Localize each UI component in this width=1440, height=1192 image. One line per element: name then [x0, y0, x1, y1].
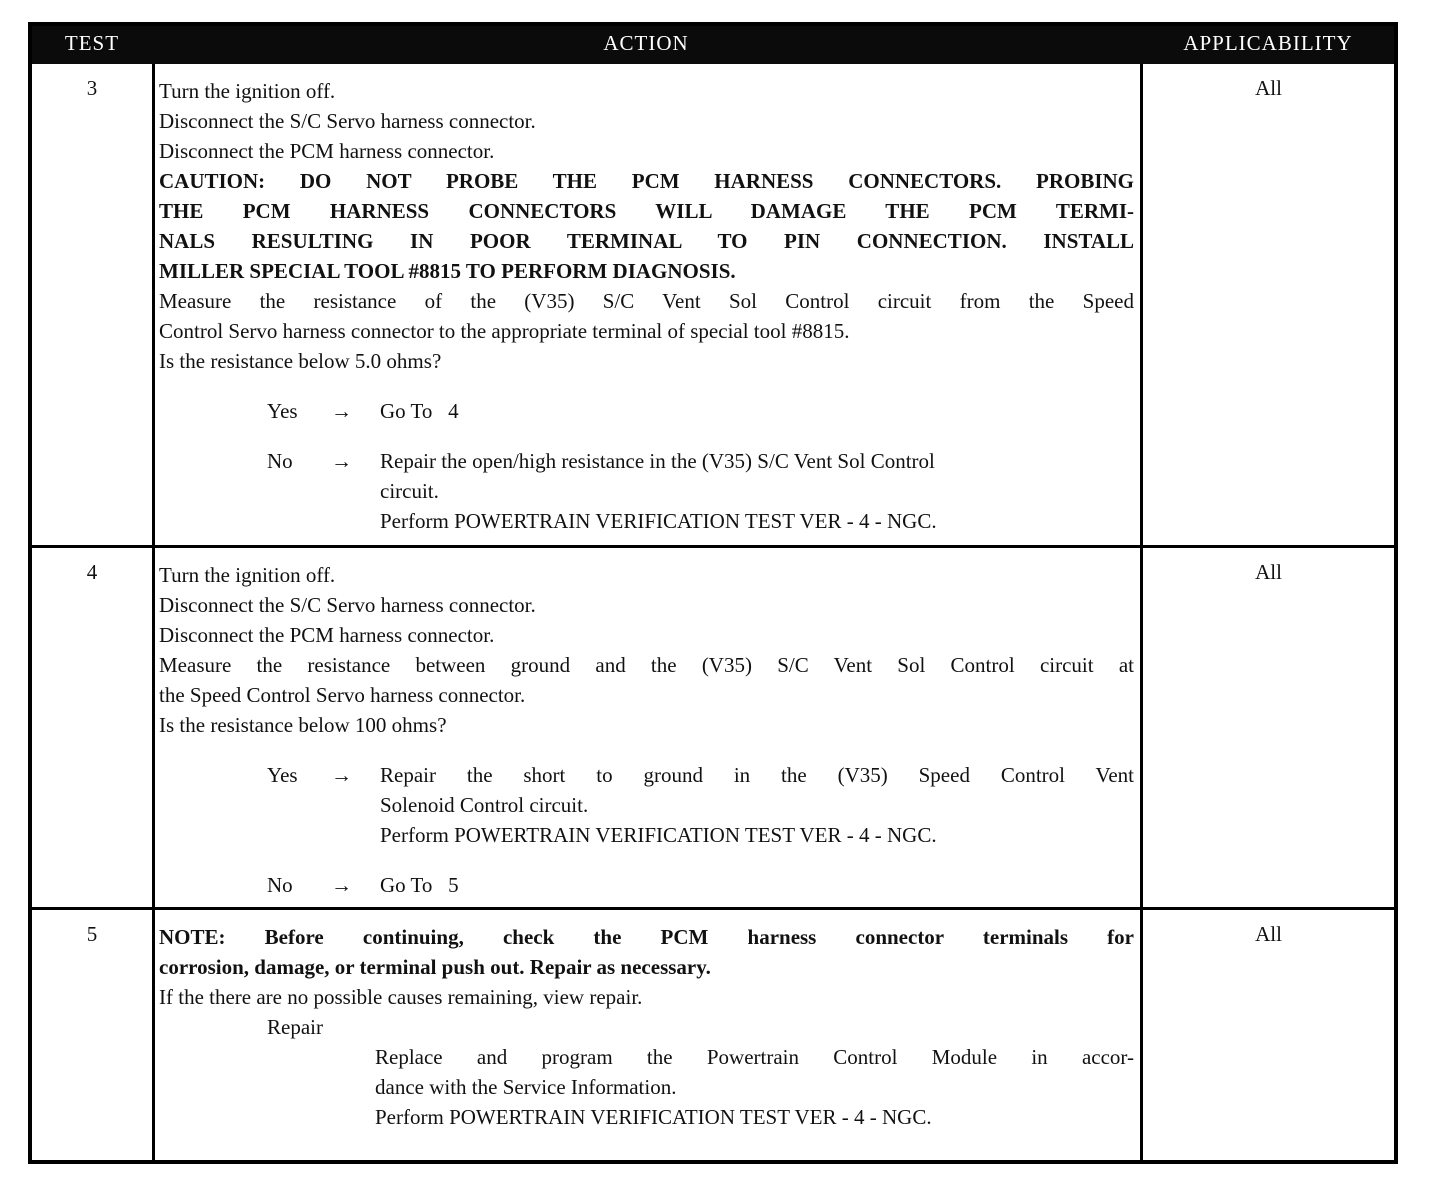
table-row-test-5 — [32, 910, 1394, 1160]
question-text: Is the resistance below 5.0 ohms? — [159, 349, 442, 373]
step-text: Turn the ignition off. — [159, 79, 336, 103]
header-action: ACTION — [603, 31, 689, 55]
header-test: TEST — [64, 31, 120, 55]
branch-result: Go To 4 — [380, 399, 459, 423]
action-cell — [159, 76, 1134, 536]
yes-label: Yes — [267, 763, 298, 787]
table-row-test-3 — [32, 64, 1394, 545]
repair-text: Perform POWERTRAIN VERIFICATION TEST VER - 4 - NGC. — [375, 1105, 932, 1129]
right-arrow-icon: → — [331, 399, 352, 423]
caution-text: THE PCM HARNESS CONNECTORS WILL DAMAGE THE PCM TERMI- — [159, 199, 1134, 223]
applicability-value: All — [1255, 922, 1282, 946]
right-arrow-icon: → — [331, 449, 352, 473]
step-text: Measure the resistance of the (V35) S/C Vent Sol Control circuit from the Speed — [159, 289, 1134, 313]
caution-text: MILLER SPECIAL TOOL #8815 TO PERFORM DIAGNOSIS. — [159, 259, 736, 283]
no-label: No — [267, 449, 293, 473]
branch-result: Repair the open/high resistance in the (V35) S/C Vent Sol Control — [380, 449, 935, 473]
no-branch — [159, 870, 1134, 900]
step-text: Disconnect the S/C Servo harness connector. — [159, 593, 536, 617]
step-text: Disconnect the PCM harness connector. — [159, 623, 495, 647]
branch-result: Repair the short to ground in the (V35) Speed Control Vent — [380, 763, 1134, 787]
table-row-test-4 — [32, 548, 1394, 907]
repair-text: dance with the Service Information. — [375, 1075, 677, 1099]
note-text: corrosion, damage, or terminal push out. Repair as necessary. — [159, 955, 711, 979]
note-text: NOTE: Before continuing, check the PCM harness connector terminals for — [159, 925, 1134, 949]
step-text: the Speed Control Servo harness connector. — [159, 683, 526, 707]
branch-result: Solenoid Control circuit. — [380, 793, 589, 817]
header-applicability: APPLICABILITY — [1183, 31, 1353, 55]
no-branch — [159, 446, 1134, 536]
right-arrow-icon: → — [331, 873, 352, 897]
branch-result: Go To 5 — [380, 873, 459, 897]
test-number: 5 — [86, 922, 98, 946]
diagnostic-table — [28, 22, 1398, 1164]
repair-text: Replace and program the Powertrain Control Module in accor- — [375, 1045, 1134, 1069]
applicability-value: All — [1255, 560, 1282, 584]
question-text: Is the resistance below 100 ohms? — [159, 713, 447, 737]
branch-result: Perform POWERTRAIN VERIFICATION TEST VER - 4 - NGC. — [380, 823, 937, 847]
no-label: No — [267, 873, 293, 897]
branch-result: Perform POWERTRAIN VERIFICATION TEST VER - 4 - NGC. — [380, 509, 937, 533]
yes-branch — [159, 760, 1134, 850]
right-arrow-icon: → — [331, 763, 352, 787]
step-text: Disconnect the PCM harness connector. — [159, 139, 495, 163]
step-text: Disconnect the S/C Servo harness connector. — [159, 109, 536, 133]
caution-text: CAUTION: DO NOT PROBE THE PCM HARNESS CONNECTORS. PROBING — [159, 169, 1134, 193]
step-text: Turn the ignition off. — [159, 563, 336, 587]
step-text: If the there are no possible causes remaining, view repair. — [159, 985, 643, 1009]
applicability-value: All — [1255, 76, 1282, 100]
test-number: 4 — [86, 560, 98, 584]
repair-instructions — [159, 1042, 1134, 1132]
step-text: Control Servo harness connector to the appropriate terminal of special tool #8815. — [159, 319, 850, 343]
step-text: Measure the resistance between ground and the (V35) S/C Vent Sol Control circuit at — [159, 653, 1134, 677]
action-cell — [159, 922, 1134, 1132]
table-header — [32, 26, 1394, 64]
caution-text: NALS RESULTING IN POOR TERMINAL TO PIN CONNECTION. INSTALL — [159, 229, 1134, 253]
action-cell — [159, 560, 1134, 900]
yes-branch — [159, 396, 1134, 426]
repair-label: Repair — [267, 1015, 323, 1039]
branch-result: circuit. — [380, 479, 439, 503]
test-number: 3 — [86, 76, 98, 100]
yes-label: Yes — [267, 399, 298, 423]
